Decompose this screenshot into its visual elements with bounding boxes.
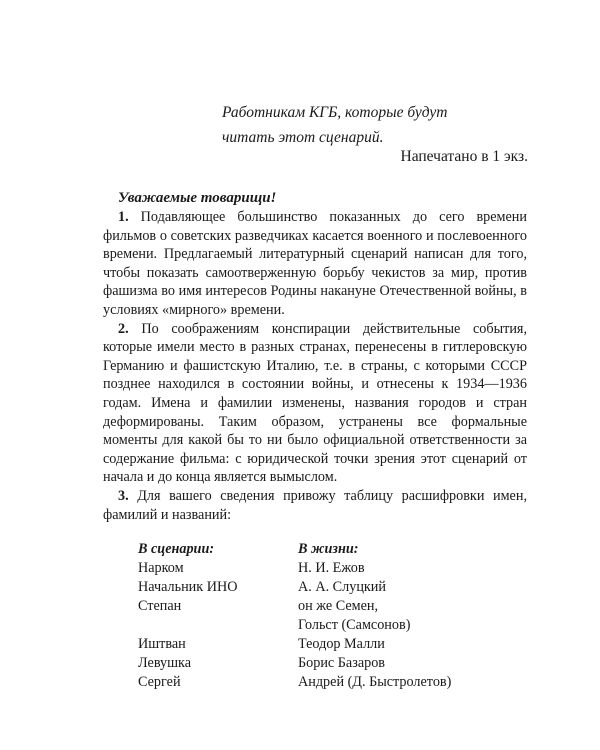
header-life: В жизни:: [298, 541, 359, 557]
table-row: [138, 597, 498, 616]
paragraph-text: Для вашего сведения привожу таблицу расшифровки имен, фамилий и названий:: [103, 487, 527, 523]
script-name: Нарком: [138, 560, 184, 576]
table-row: [138, 578, 498, 597]
paragraph: [103, 208, 527, 320]
script-name: Сергей: [138, 674, 181, 690]
table-row: [138, 616, 498, 635]
paragraph: [103, 487, 527, 524]
script-name: Левушка: [138, 655, 192, 671]
table-row: [138, 654, 498, 673]
dedication: [222, 100, 542, 150]
script-name: [138, 616, 298, 635]
salutation: Уважаемые товарищи!: [118, 190, 277, 206]
header-script: В сценарии:: [138, 541, 215, 557]
script-name: Иштван: [138, 636, 186, 652]
table-row: [138, 635, 498, 654]
real-name: Гольст (Самсонов): [298, 617, 411, 633]
table-row: [138, 559, 498, 578]
table-row: [138, 673, 498, 692]
paragraph-text: По соображениям конспирации действительные события, которые имели место в разных странах, перенесены в гитлеровскую Германию и фашистскую Италию, т.е. в страны, с которыми СССР позднее находился в состоянии войны, и отнесены к 1934—1936 годам. Имена и фамилии изменены, названия городов и стран деформированы. Таким образом, устранены все формальные моменты для какой бы то ни было официальной ответственности за содержание фильма: с юридической точки зрения этот сценарий от начала и до конца является вымыслом.: [103, 320, 527, 486]
real-name: Андрей (Д. Быстролетов): [298, 674, 452, 690]
real-name: А. А. Слуцкий: [298, 579, 386, 595]
dedication-line: читать этот сценарий.: [222, 129, 384, 146]
paragraph-text: Подавляющее большинство показанных до сего времени фильмов о советских разведчиках касается военного и послевоенного времени. Предлагаемый литературный сценарий написан для того, чтобы показать самоотверженную борьбу чекистов за мир, против фашизма во имя интересов Родины накануне Отечественной войны, в условиях «мирного» времени.: [103, 209, 527, 318]
script-name: Начальник ИНО: [138, 579, 238, 595]
paragraph: [103, 320, 527, 487]
paragraph-number: 2.: [118, 320, 129, 337]
table-header: [138, 540, 498, 559]
print-note: Напечатано в 1 экз.: [400, 148, 528, 165]
letter-body: [103, 208, 527, 524]
dedication-line: Работникам КГБ, которые будут: [222, 104, 448, 121]
names-table: [138, 540, 498, 692]
script-name: Степан: [138, 598, 182, 614]
real-name: Н. И. Ежов: [298, 560, 365, 576]
paragraph-number: 3.: [118, 487, 129, 504]
real-name: Борис Базаров: [298, 655, 386, 671]
real-name: Теодор Малли: [298, 636, 385, 652]
paragraph-number: 1.: [118, 209, 129, 225]
real-name: он же Семен,: [298, 598, 379, 614]
